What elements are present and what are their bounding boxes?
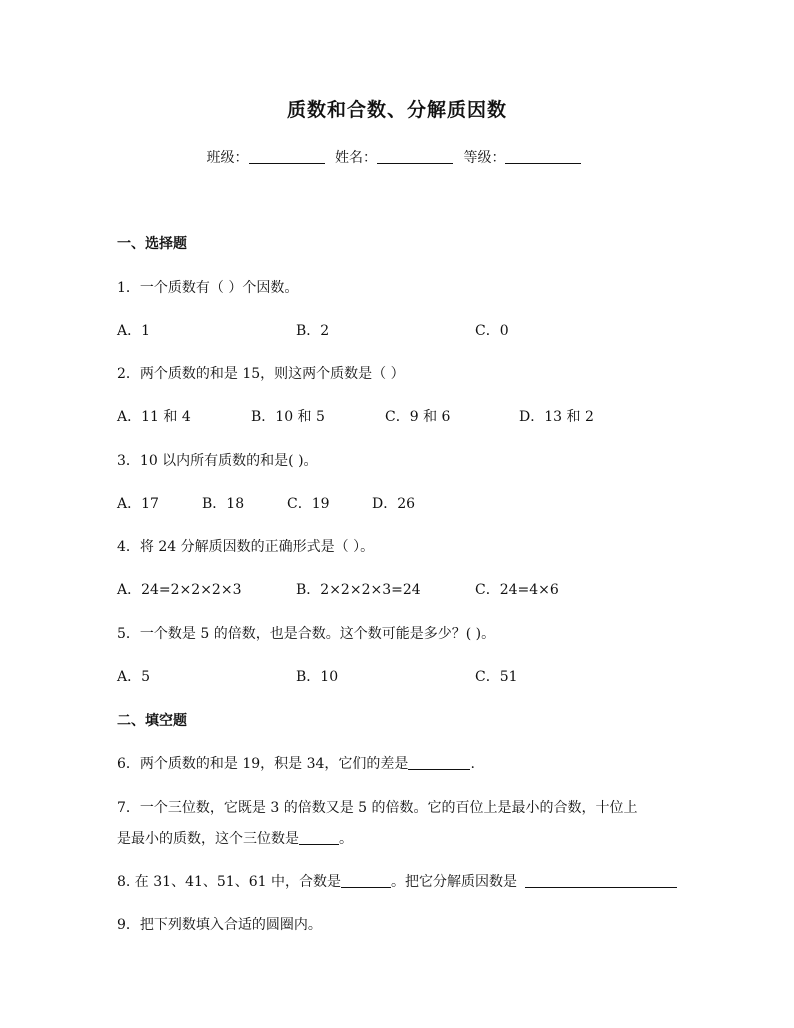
class-label: 班级： <box>206 150 249 166</box>
q4-option-b[interactable]: B．2×2×2×3=24 <box>296 582 421 598</box>
q2-option-b[interactable]: B．10 和 5 <box>251 409 325 425</box>
q8-text-1: 8. 在 31、41、51、61 中，合数是 <box>117 874 341 890</box>
question-1: 1．一个质数有（ ）个因数。 <box>117 280 299 296</box>
page-title: 质数和合数、分解质因数 <box>286 99 507 121</box>
question-4: 4．将 24 分解质因数的正确形式是（ ）。 <box>117 539 375 555</box>
class-blank[interactable] <box>249 149 325 164</box>
grade-blank[interactable] <box>505 149 581 164</box>
q2-option-a[interactable]: A．11 和 4 <box>117 409 191 425</box>
student-info-line <box>0 147 794 167</box>
q1-option-a[interactable]: A．1 <box>117 323 151 339</box>
q8-text-2: 。把它分解质因数是 <box>390 874 517 890</box>
q8-composite-blank[interactable] <box>341 873 391 888</box>
question-7-line-2 <box>117 828 353 848</box>
q3-option-d[interactable]: D．26 <box>372 496 416 512</box>
q7-answer-blank[interactable] <box>299 830 339 845</box>
q8-factor-blank[interactable] <box>525 873 677 888</box>
q7-text: 是最小的质数，这个三位数是 <box>117 831 299 847</box>
q4-option-a[interactable]: A．24=2×2×2×3 <box>117 582 242 598</box>
q6-text: 6．两个质数的和是 19，积是 34，它们的差是 <box>117 756 409 772</box>
question-6 <box>117 753 475 773</box>
q7-end: 。 <box>339 831 353 847</box>
q5-option-a[interactable]: A．5 <box>117 669 151 685</box>
q3-option-a[interactable]: A．17 <box>117 496 159 512</box>
question-2: 2．两个质数的和是 15，则这两个质数是（ ） <box>117 366 405 382</box>
question-7-line-1: 7．一个三位数，它既是 3 的倍数又是 5 的倍数。它的百位上是最小的合数，十位上 <box>117 800 638 816</box>
q1-option-c[interactable]: C．0 <box>475 323 509 339</box>
section-fill-title: 二、填空题 <box>117 713 187 729</box>
question-5: 5．一个数是 5 的倍数，也是合数。这个数可能是多少？( )。 <box>117 626 496 642</box>
question-8 <box>117 871 677 891</box>
name-label: 姓名： <box>335 150 377 166</box>
q3-option-b[interactable]: B．18 <box>202 496 245 512</box>
question-3: 3．10 以内所有质数的和是( )。 <box>117 453 318 469</box>
section-choice-title: 一、选择题 <box>117 236 187 252</box>
q3-option-c[interactable]: C．19 <box>287 496 330 512</box>
q5-option-b[interactable]: B．10 <box>296 669 339 685</box>
q2-option-d[interactable]: D．13 和 2 <box>519 409 594 425</box>
q5-option-c[interactable]: C．51 <box>475 669 518 685</box>
q6-end: . <box>470 756 475 772</box>
q2-option-c[interactable]: C．9 和 6 <box>385 409 451 425</box>
grade-label: 等级： <box>463 150 506 166</box>
q1-option-b[interactable]: B．2 <box>296 323 330 339</box>
q4-option-c[interactable]: C．24=4×6 <box>475 582 559 598</box>
name-blank[interactable] <box>377 149 453 164</box>
q6-answer-blank[interactable] <box>408 755 470 770</box>
question-9: 9．把下列数填入合适的圆圈内。 <box>117 917 322 933</box>
